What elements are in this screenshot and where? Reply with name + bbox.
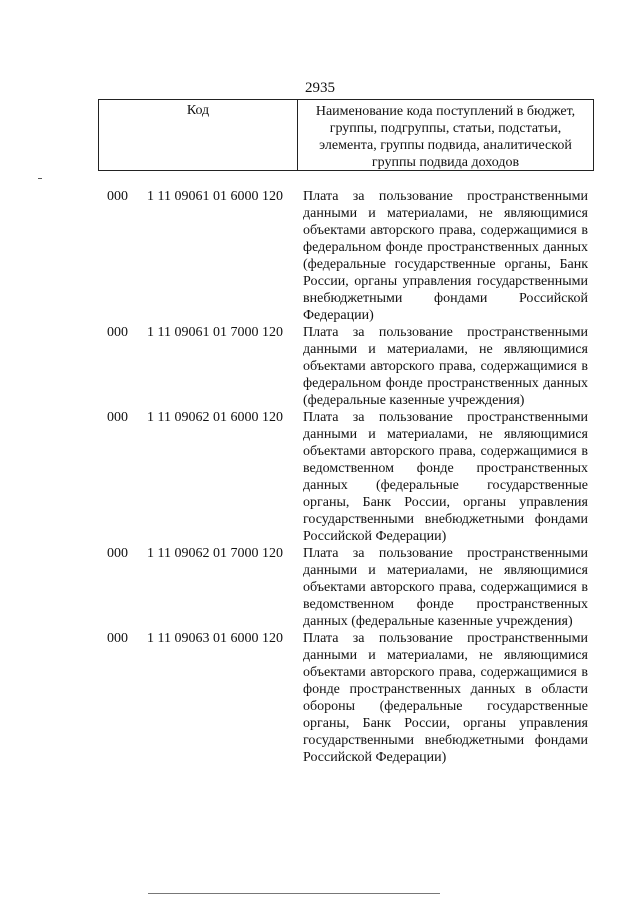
- table-row: [0, 545, 640, 630]
- row-budget-code: 1 11 09062 01 6000 120: [147, 410, 283, 425]
- row-admin-code: 000: [107, 546, 128, 561]
- row-admin-code: 000: [107, 189, 128, 204]
- row-budget-code: 1 11 09061 01 7000 120: [147, 325, 283, 340]
- row-budget-code: 1 11 09063 01 6000 120: [147, 631, 283, 646]
- row-admin-code: 000: [107, 410, 128, 425]
- table-body: [0, 188, 640, 766]
- table-row: [0, 409, 640, 545]
- table-row: [0, 630, 640, 766]
- row-admin-code: 000: [107, 631, 128, 646]
- row-description: Плата за пользование пространственными данными и материалами, не являющимися объектами авторского права, содержащимися в ведомственном фонде пространственных данных (федеральные казенные учреждения): [303, 546, 588, 629]
- row-admin-code: 000: [107, 325, 128, 340]
- row-description: Плата за пользование пространственными данными и материалами, не являющимися объектами авторского права, содержащимися в федеральном фонде пространственных данных (федеральные государственные органы, Банк России, органы управления государственными внебюджетными фондами Российской Федерации): [303, 189, 588, 323]
- table-row: [0, 324, 640, 409]
- row-budget-code: 1 11 09062 01 7000 120: [147, 546, 283, 561]
- row-description: Плата за пользование пространственными данными и материалами, не являющимися объектами авторского права, содержащимися в ведомственном фонде пространственных данных (федеральные государственные органы, Банк России, органы управления государственными внебюджетными фондами Российской Федерации): [303, 410, 588, 544]
- header-code-cell: Код: [99, 100, 298, 170]
- table-header: [98, 99, 594, 171]
- row-description: Плата за пользование пространственными данными и материалами, не являющимися объектами авторского права, содержащимися в фонде пространственных данных в области обороны (федеральные государственные органы, Банк России, органы управления государственными внебюджетными фондами Российской Федерации): [303, 631, 588, 765]
- table-row: [0, 188, 640, 324]
- row-description: Плата за пользование пространственными данными и материалами, не являющимися объектами авторского права, содержащимися в федеральном фонде пространственных данных (федеральные казенные учреждения): [303, 325, 588, 408]
- margin-mark: [38, 178, 42, 179]
- bottom-rule: [148, 893, 440, 894]
- header-name-cell: Наименование кода поступлений в бюджет, группы, подгруппы, статьи, подстатьи, элемента, группы подвида, аналитической группы подвида доходов: [315, 104, 576, 170]
- row-budget-code: 1 11 09061 01 6000 120: [147, 189, 283, 204]
- page-number: 2935: [305, 80, 335, 96]
